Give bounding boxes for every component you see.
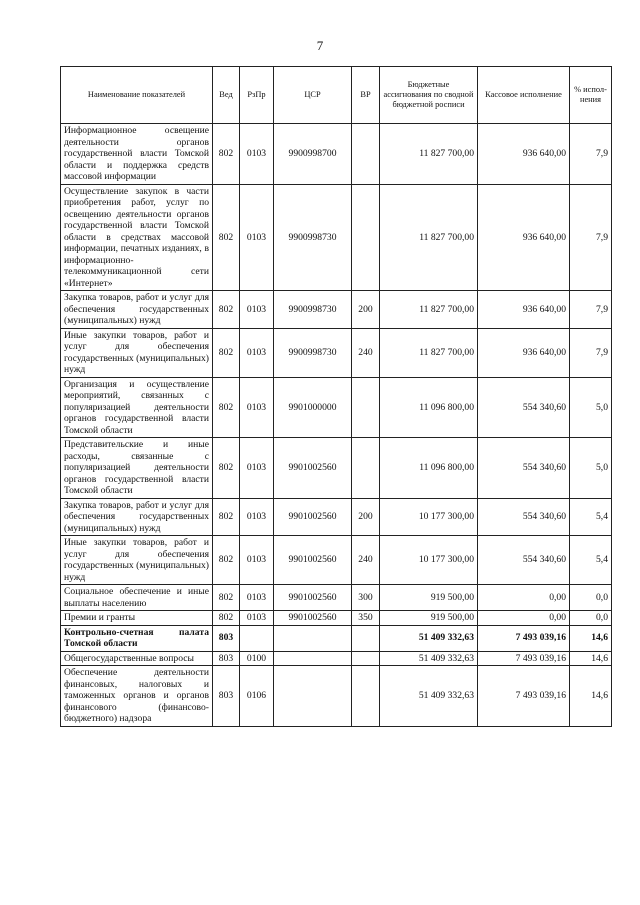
row-budget-cell: 11 096 800,00 bbox=[380, 438, 478, 499]
row-vr-cell: 200 bbox=[352, 498, 380, 536]
table-row bbox=[61, 498, 612, 536]
row-csr-cell: 9900998700 bbox=[274, 124, 352, 185]
row-csr-cell: 9901000000 bbox=[274, 377, 352, 438]
row-pct-cell: 14,6 bbox=[570, 666, 612, 727]
row-name-cell: Обеспечение деятельности финансовых, налоговых и таможенных органов и органов финансового (финансово-бюджетного) надзора bbox=[61, 666, 213, 727]
table-row bbox=[61, 291, 612, 329]
header-csr: ЦСР bbox=[274, 67, 352, 124]
row-cash-cell: 7 493 039,16 bbox=[478, 666, 570, 727]
row-ved-cell: 803 bbox=[213, 666, 240, 727]
header-cash: Кассовое исполнение bbox=[478, 67, 570, 124]
row-cash-cell: 936 640,00 bbox=[478, 328, 570, 377]
row-cash-cell: 936 640,00 bbox=[478, 124, 570, 185]
header-name: Наименование показателей bbox=[61, 67, 213, 124]
row-cash-cell: 554 340,60 bbox=[478, 377, 570, 438]
row-vr-cell: 240 bbox=[352, 328, 380, 377]
budget-execution-table bbox=[60, 66, 612, 727]
row-rzpr-cell: 0103 bbox=[240, 585, 274, 611]
row-csr-cell: 9901002560 bbox=[274, 585, 352, 611]
row-csr-cell: 9900998730 bbox=[274, 328, 352, 377]
row-budget-cell: 919 500,00 bbox=[380, 585, 478, 611]
row-name-cell: Иные закупки товаров, работ и услуг для обеспечения государственных (муниципальных) нужд bbox=[61, 328, 213, 377]
row-rzpr-cell: 0103 bbox=[240, 498, 274, 536]
row-ved-cell: 802 bbox=[213, 124, 240, 185]
row-pct-cell: 7,9 bbox=[570, 291, 612, 329]
row-csr-cell bbox=[274, 666, 352, 727]
row-csr-cell bbox=[274, 625, 352, 651]
row-ved-cell: 802 bbox=[213, 536, 240, 585]
row-pct-cell: 5,0 bbox=[570, 377, 612, 438]
row-pct-cell: 7,9 bbox=[570, 184, 612, 291]
row-vr-cell: 200 bbox=[352, 291, 380, 329]
table-row bbox=[61, 328, 612, 377]
row-cash-cell: 936 640,00 bbox=[478, 291, 570, 329]
row-name-cell: Социальное обеспечение и иные выплаты населению bbox=[61, 585, 213, 611]
table-header-row bbox=[61, 67, 612, 124]
row-vr-cell bbox=[352, 666, 380, 727]
table-row bbox=[61, 651, 612, 666]
table-row bbox=[61, 184, 612, 291]
row-rzpr-cell: 0100 bbox=[240, 651, 274, 666]
row-vr-cell: 240 bbox=[352, 536, 380, 585]
row-ved-cell: 802 bbox=[213, 585, 240, 611]
row-name-cell: Закупка товаров, работ и услуг для обеспечения государственных (муниципальных) нужд bbox=[61, 291, 213, 329]
row-pct-cell: 5,0 bbox=[570, 438, 612, 499]
row-rzpr-cell bbox=[240, 625, 274, 651]
table-row bbox=[61, 625, 612, 651]
header-pct: % испол-нения bbox=[570, 67, 612, 124]
row-name-cell: Закупка товаров, работ и услуг для обеспечения государственных (муниципальных) нужд bbox=[61, 498, 213, 536]
row-csr-cell: 9900998730 bbox=[274, 184, 352, 291]
row-ved-cell: 802 bbox=[213, 291, 240, 329]
row-rzpr-cell: 0103 bbox=[240, 536, 274, 585]
row-cash-cell: 554 340,60 bbox=[478, 438, 570, 499]
row-vr-cell bbox=[352, 184, 380, 291]
row-vr-cell bbox=[352, 438, 380, 499]
row-csr-cell: 9901002560 bbox=[274, 536, 352, 585]
row-budget-cell: 51 409 332,63 bbox=[380, 651, 478, 666]
row-pct-cell: 7,9 bbox=[570, 124, 612, 185]
row-rzpr-cell: 0103 bbox=[240, 377, 274, 438]
row-rzpr-cell: 0103 bbox=[240, 438, 274, 499]
row-ved-cell: 803 bbox=[213, 651, 240, 666]
table-row bbox=[61, 536, 612, 585]
row-cash-cell: 936 640,00 bbox=[478, 184, 570, 291]
row-vr-cell bbox=[352, 651, 380, 666]
row-budget-cell: 11 827 700,00 bbox=[380, 291, 478, 329]
table-row bbox=[61, 124, 612, 185]
row-name-cell: Общегосударственные вопросы bbox=[61, 651, 213, 666]
row-pct-cell: 0,0 bbox=[570, 585, 612, 611]
row-rzpr-cell: 0103 bbox=[240, 184, 274, 291]
row-rzpr-cell: 0103 bbox=[240, 124, 274, 185]
row-pct-cell: 14,6 bbox=[570, 625, 612, 651]
row-budget-cell: 11 827 700,00 bbox=[380, 184, 478, 291]
row-pct-cell: 5,4 bbox=[570, 498, 612, 536]
row-ved-cell: 802 bbox=[213, 328, 240, 377]
row-budget-cell: 10 177 300,00 bbox=[380, 536, 478, 585]
page-number: 7 bbox=[316, 38, 324, 53]
row-budget-cell: 10 177 300,00 bbox=[380, 498, 478, 536]
row-cash-cell: 0,00 bbox=[478, 585, 570, 611]
table-row bbox=[61, 666, 612, 727]
row-name-cell: Контрольно-счетная палата Томской области bbox=[61, 625, 213, 651]
header-budget: Бюджетные ассигнования по сводной бюджетной росписи bbox=[380, 67, 478, 124]
row-name-cell: Иные закупки товаров, работ и услуг для обеспечения государственных (муниципальных) нужд bbox=[61, 536, 213, 585]
row-budget-cell: 919 500,00 bbox=[380, 611, 478, 626]
row-name-cell: Представительские и иные расходы, связанные с популяризацией деятельности органов государственной власти Томской области bbox=[61, 438, 213, 499]
header-rzpr: РзПр bbox=[240, 67, 274, 124]
row-pct-cell: 5,4 bbox=[570, 536, 612, 585]
row-vr-cell: 350 bbox=[352, 611, 380, 626]
row-vr-cell bbox=[352, 124, 380, 185]
row-rzpr-cell: 0103 bbox=[240, 328, 274, 377]
row-pct-cell: 0,0 bbox=[570, 611, 612, 626]
row-vr-cell bbox=[352, 377, 380, 438]
row-name-cell: Осуществление закупок в части приобретения работ, услуг по освещению деятельности органов государственной власти Томской области в средствах массовой информации, печатных изданиях, в информационно-телекоммуникационной сети «Интернет» bbox=[61, 184, 213, 291]
row-csr-cell: 9900998730 bbox=[274, 291, 352, 329]
header-vr: ВР bbox=[352, 67, 380, 124]
header-ved: Вед bbox=[213, 67, 240, 124]
row-budget-cell: 11 827 700,00 bbox=[380, 328, 478, 377]
table-row bbox=[61, 377, 612, 438]
row-ved-cell: 802 bbox=[213, 184, 240, 291]
row-cash-cell: 7 493 039,16 bbox=[478, 625, 570, 651]
row-pct-cell: 14,6 bbox=[570, 651, 612, 666]
table-row bbox=[61, 611, 612, 626]
row-name-cell: Информационное освещение деятельности органов государственной власти Томской области и поддержка средств массовой информации bbox=[61, 124, 213, 185]
row-rzpr-cell: 0103 bbox=[240, 611, 274, 626]
row-cash-cell: 7 493 039,16 bbox=[478, 651, 570, 666]
table-row bbox=[61, 438, 612, 499]
row-budget-cell: 11 827 700,00 bbox=[380, 124, 478, 185]
row-ved-cell: 803 bbox=[213, 625, 240, 651]
row-ved-cell: 802 bbox=[213, 377, 240, 438]
row-csr-cell bbox=[274, 651, 352, 666]
row-csr-cell: 9901002560 bbox=[274, 611, 352, 626]
row-budget-cell: 11 096 800,00 bbox=[380, 377, 478, 438]
row-ved-cell: 802 bbox=[213, 611, 240, 626]
row-csr-cell: 9901002560 bbox=[274, 438, 352, 499]
row-name-cell: Премии и гранты bbox=[61, 611, 213, 626]
row-ved-cell: 802 bbox=[213, 438, 240, 499]
row-budget-cell: 51 409 332,63 bbox=[380, 625, 478, 651]
row-budget-cell: 51 409 332,63 bbox=[380, 666, 478, 727]
row-vr-cell bbox=[352, 625, 380, 651]
row-csr-cell: 9901002560 bbox=[274, 498, 352, 536]
row-name-cell: Организация и осуществление мероприятий, связанных с популяризацией деятельности органов государственной власти Томской области bbox=[61, 377, 213, 438]
row-cash-cell: 554 340,60 bbox=[478, 498, 570, 536]
row-rzpr-cell: 0106 bbox=[240, 666, 274, 727]
row-ved-cell: 802 bbox=[213, 498, 240, 536]
row-pct-cell: 7,9 bbox=[570, 328, 612, 377]
table-row bbox=[61, 585, 612, 611]
row-cash-cell: 0,00 bbox=[478, 611, 570, 626]
row-cash-cell: 554 340,60 bbox=[478, 536, 570, 585]
row-vr-cell: 300 bbox=[352, 585, 380, 611]
row-rzpr-cell: 0103 bbox=[240, 291, 274, 329]
